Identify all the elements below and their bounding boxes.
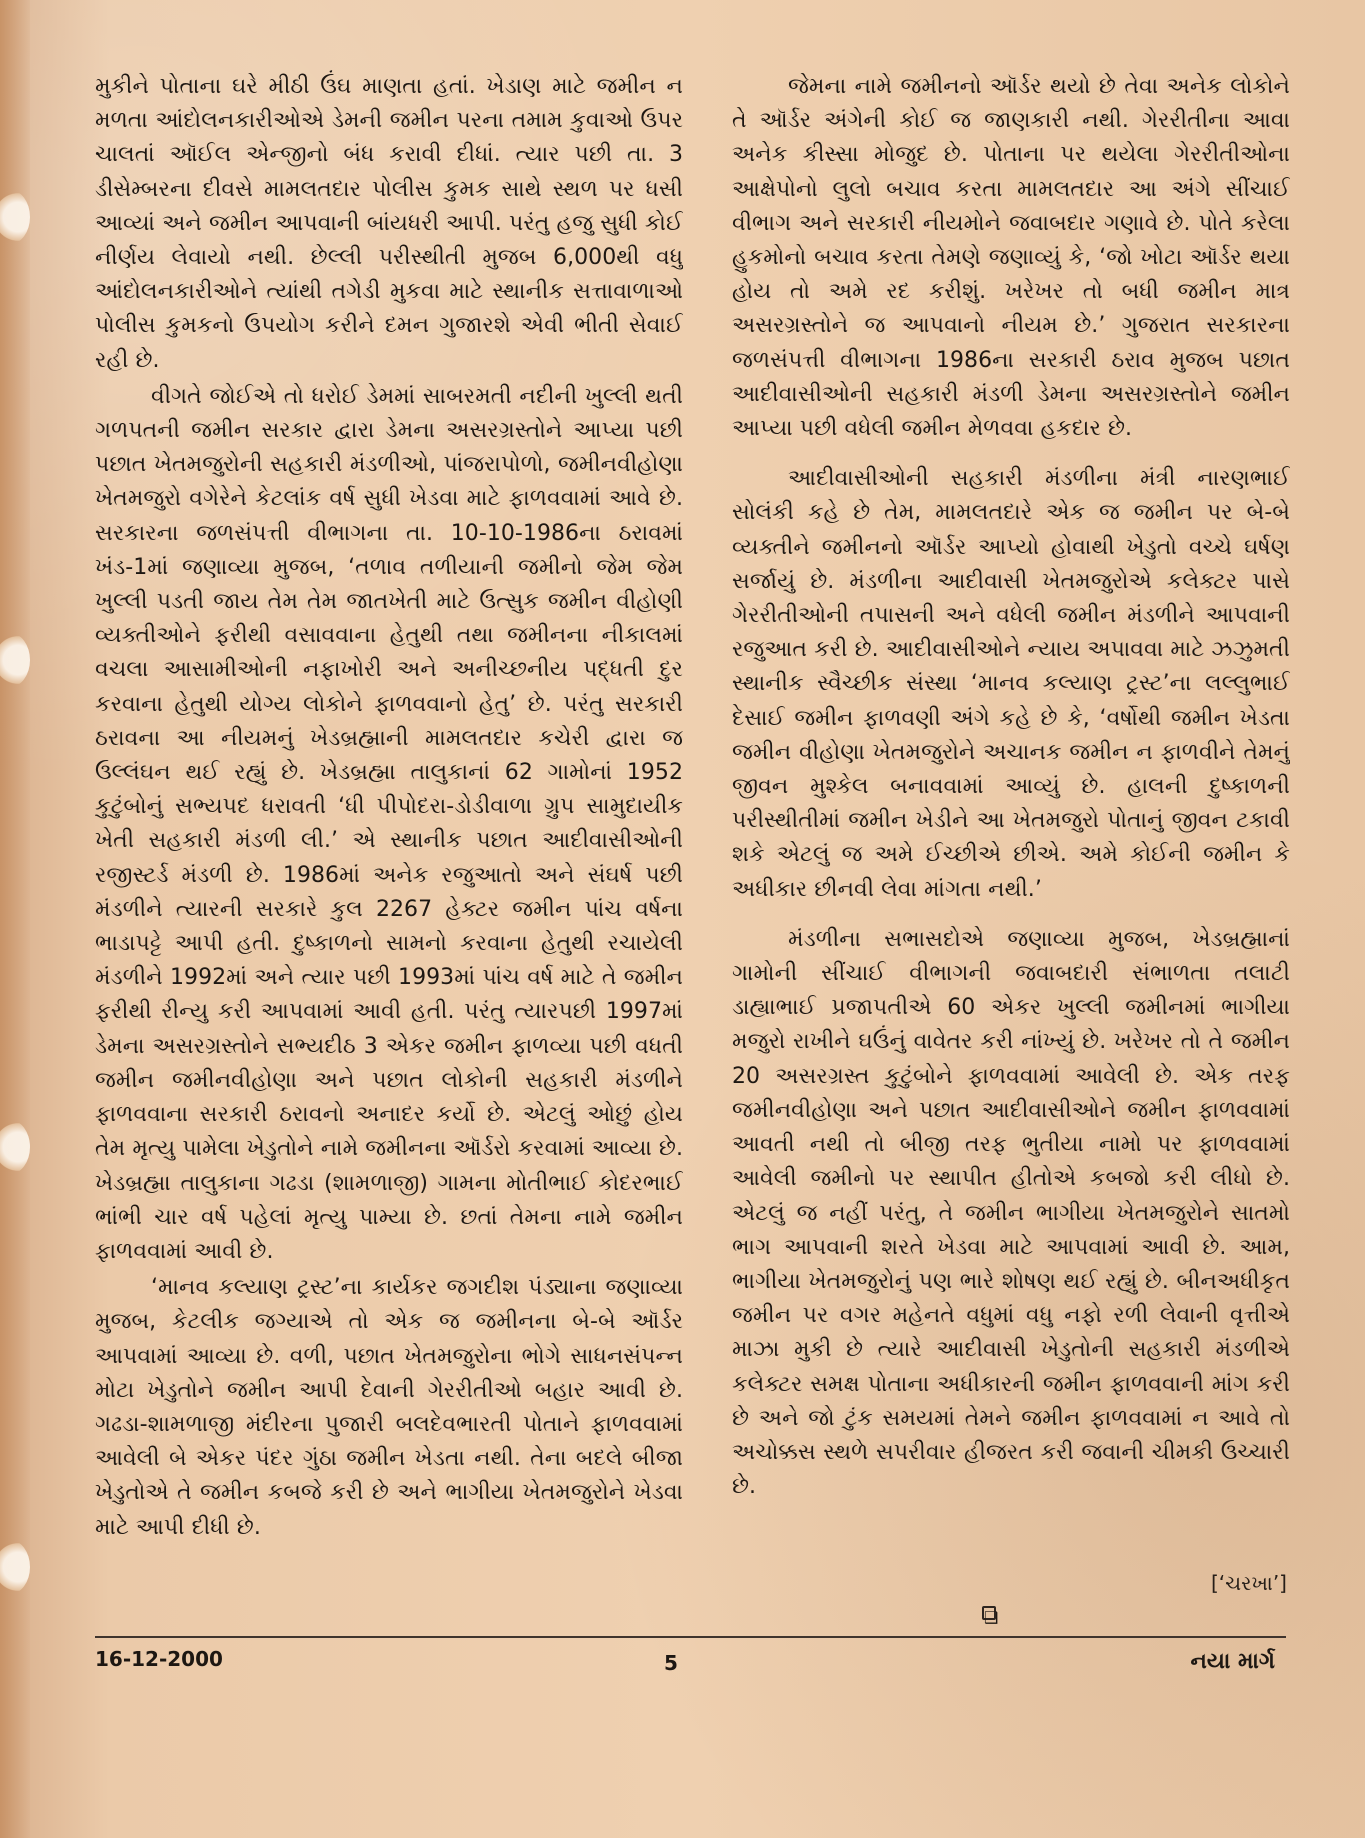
right-paragraph-3: મંડળીના સભાસદોએ જણાવ્યા મુજબ, ખેડબ્રહ્માનાં ગામોની સીંચાઈ વીભાગની જવાબદારી સંભાળતા તલાટી ડાહ્યાભાઈ પ્રજાપતીએ 60 એકર ખુલ્લી જમીનમાં ભાગીયા મજુરો રાખીને ઘઉંનું વાવેતર કરી નાંખ્યું છે. ખરેખર તો તે જમીન 20 અસરગ્રસ્ત કુટુંબોને ફાળવવામાં આવેલી છે. એક તરફ જમીનવીહોણા અને પછાત આદીવાસીઓને જમીન ફાળવવામાં આવતી નથી તો બીજી તરફ ભુતીયા નામો પર ફાળવવામાં આવેલી જમીનો પર સ્થાપીત હીતોએ કબજો કરી લીધો છે. એટલું જ નહીં પરંતુ, તે જમીન ભાગીયા ખેતમજુરોને સાતમો ભાગ આપવાની શરતે ખેડવા માટે આપવામાં આવી છે. આમ, ભાગીયા ખેતમજુરોનું પણ ભારે શોષણ થઈ રહ્યું છે. બીનઅધીકૃત જમીન પર વગર મહેનતે વધુમાં વધુ નફો રળી લેવાની વૃત્તીએ માઝા મુકી છે ત્યારે આદીવાસી ખેડુતોની સહકારી મંડળીએ કલેક્ટર સમક્ષ પોતાના અધીકારની જમીન ફાળવવાની માંગ કરી છે અને જો ટુંક સમયમાં તેમને જમીન ફાળવવામાં ન આવે તો અચોક્કસ સ્થળે સપરીવાર હીજરત કરી જવાની ચીમકી ઉચ્ચારી છે. xyxy=(732,926,1290,1500)
article-body xyxy=(95,70,1290,1615)
footer-date: 16-12-2000 xyxy=(95,1647,223,1671)
left-paragraph-3: ‘માનવ કલ્યાણ ટ્રસ્ટ’ના કાર્યકર જગદીશ પંડ્યાના જણાવ્યા મુજબ, કેટલીક જગ્યાએ તો એક જ જમીનના બે-બે ઑર્ડર આપવામાં આવ્યા છે. વળી, પછાત ખેતમજુરોના ભોગે સાધનસંપન્ન મોટા ખેડુતોને જમીન આપી દેવાની ગેરરીતીઓ બહાર આવી છે. ગઢડા-શામળાજી મંદીરના પુજારી બલદેવભારતી પોતાને ફાળવવામાં આવેલી બે એકર પંદર ગુંઠા જમીન ખેડતા નથી. તેના બદલે બીજા ખેડુતોએ તે જમીન કબજે કરી છે અને ભાગીયા ખેતમજુરોને ખેડવા માટે આપી દીધી છે. xyxy=(95,1275,683,1540)
page-number: 5 xyxy=(664,1651,678,1675)
source-credit: [‘ચરખા’] xyxy=(1210,1571,1287,1595)
right-column xyxy=(732,70,1290,1615)
article-end-marker: ❑ xyxy=(984,1608,999,1627)
right-paragraph-1: જેમના નામે જમીનનો ઑર્ડર થયો છે તેવા અનેક લોકોને તે ઑર્ડર અંગેની કોઈ જ જાણકારી નથી. ગેરરીતીના આવા અનેક કીસ્સા મોજુદ છે. પોતાના પર થયેલા ગેરરીતીઓના આક્ષેપોનો લુલો બચાવ કરતા મામલતદાર આ અંગે સીંચાઈ વીભાગ અને સરકારી નીયમોને જવાબદાર ગણાવે છે. પોતે કરેલા હુકમોનો બચાવ કરતા તેમણે જણાવ્યું કે, ‘જો ખોટા ઑર્ડર થયા હોય તો અમે રદ કરીશું. ખરેખર તો બધી જમીન માત્ર અસરગ્રસ્તોને જ આપવાનો નીયમ છે.’ ગુજરાત સરકારના જળસંપત્તી વીભાગના 1986ના સરકારી ઠરાવ મુજબ પછાત આદીવાસીઓની સહકારી મંડળી ડેમના અસરગ્રસ્તોને જમીન આપ્યા પછી વધેલી જમીન મેળવવા હકદાર છે. xyxy=(732,74,1290,442)
right-paragraph-2: આદીવાસીઓની સહકારી મંડળીના મંત્રી નારણભાઈ સોલંકી કહે છે તેમ, મામલતદારે એક જ જમીન પર બે-બે વ્યક્તીને જમીનનો ઑર્ડર આપ્યો હોવાથી ખેડુતો વચ્ચે ઘર્ષણ સર્જાયું છે. મંડળીના આદીવાસી ખેતમજુરોએ કલેક્ટર પાસે ગેરરીતીઓની તપાસની અને વધેલી જમીન મંડળીને આપવાની રજુઆત કરી છે. આદીવાસીઓને ન્યાય અપાવવા માટે ઝઝુમતી સ્થાનીક સ્વૈચ્છીક સંસ્થા ‘માનવ કલ્યાણ ટ્રસ્ટ’ના લલ્લુભાઈ દેસાઈ જમીન ફાળવણી અંગે કહે છે કે, ‘વર્ષોથી જમીન ખેડતા જમીન વીહોણા ખેતમજુરોને અચાનક જમીન ન ફાળવીને તેમનું જીવન મુશ્કેલ બનાવવામાં આવ્યું છે. હાલની દુષ્કાળની પરીસ્થીતીમાં જમીન ખેડીને આ ખેતમજુરો પોતાનું જીવન ટકાવી શકે એટલું જ અમે ઈચ્છીએ છીએ. અમે કોઈની જમીન કે અધીકાર છીનવી લેવા માંગતા નથી.’ xyxy=(732,466,1290,902)
left-column xyxy=(95,70,683,1615)
left-paragraph-1: મુકીને પોતાના ઘરે મીઠી ઉંઘ માણતા હતાં. ખેડાણ માટે જમીન ન મળતા આંદોલનકારીઓએ ડેમની જમીન પરના તમામ કુવાઓ ઉપર ચાલતાં ઑઈલ એન્જીનો બંધ કરાવી દીધાં. ત્યાર પછી તા. 3 ડીસેમ્બરના દીવસે મામલતદાર પોલીસ કુમક સાથે સ્થળ પર ધસી આવ્યાં અને જમીન આપવાની બાંયધરી આપી. પરંતુ હજુ સુધી કોઈ નીર્ણય લેવાયો નથી. છેલ્લી પરીસ્થીતી મુજબ 6,000થી વધુ આંદોલનકારીઓને ત્યાંથી તગેડી મુકવા માટે સ્થાનીક સત્તાવાળાઓ પોલીસ કુમકનો ઉપયોગ કરીને દમન ગુજારશે એવી ભીતી સેવાઈ રહી છે. xyxy=(95,74,683,373)
footer-divider xyxy=(95,1636,1286,1638)
left-paragraph-2: વીગતે જોઈએ તો ધરોઈ ડેમમાં સાબરમતી નદીની ખુલ્લી થતી ગળપતની જમીન સરકાર દ્વારા ડેમના અસરગ્રસ્તોને આપ્યા પછી પછાત ખેતમજુરોની સહકારી મંડળીઓ, પાંજરાપોળો, જમીનવીહોણા ખેતમજુરો વગેરેને કેટલાંક વર્ષ સુધી ખેડવા માટે ફાળવવામાં આવે છે. સરકારના જળસંપત્તી વીભાગના તા. 10-10-1986ના ઠરાવમાં ખંડ-1માં જણાવ્યા મુજબ, ‘તળાવ તળીયાની જમીનો જેમ જેમ ખુલ્લી પડતી જાય તેમ તેમ જાતખેતી માટે ઉત્સુક જમીન વીહોણી વ્યક્તીઓને ફરીથી વસાવવાના હેતુથી તથા જમીનના નીકાલમાં વચલા આસામીઓની નફાખોરી અને અનીચ્છનીય પદ્ધતી દુર કરવાના હેતુથી યોગ્ય લોકોને ફાળવવાનો હેતુ’ છે. પરંતુ સરકારી ઠરાવના આ નીયમનું ખેડબ્રહ્માની મામલતદાર કચેરી દ્વારા જ ઉલ્લંઘન થઈ રહ્યું છે. ખેડબ્રહ્મા તાલુકાનાં 62 ગામોનાં 1952 કુટુંબોનું સભ્યપદ ધરાવતી ‘ધી પીપોદરા-ડોડીવાળા ગ્રુપ સામુદાયીક ખેતી સહકારી મંડળી લી.’ એ સ્થાનીક પછાત આદીવાસીઓની રજીસ્ટર્ડ મંડળી છે. 1986માં અનેક રજુઆતો અને સંઘર્ષ પછી મંડળીને ત્યારની સરકારે કુલ 2267 હેક્ટર જમીન પાંચ વર્ષના ભાડાપટ્ટે આપી હતી. દુષ્કાળનો સામનો કરવાના હેતુથી રચાયેલી મંડળીને 1992માં અને ત્યાર પછી 1993માં પાંચ વર્ષ માટે તે જમીન ફરીથી રીન્યુ કરી આપવામાં આવી હતી. પરંતુ ત્યારપછી 1997માં ડેમના અસરગ્રસ્તોને સભ્યદીઠ 3 એકર જમીન ફાળવ્યા પછી વધતી જમીન જમીનવીહોણા અને પછાત લોકોની સહકારી મંડળીને ફાળવવાના સરકારી ઠરાવનો અનાદર કર્યો છે. એટલું ઓછું હોય તેમ મૃત્યુ પામેલા ખેડુતોને નામે જમીનના ઑર્ડરો કરવામાં આવ્યા છે. ખેડબ્રહ્મા તાલુકાના ગઢડા (શામળાજી) ગામના મોતીભાઈ કોદરભાઈ ભાંભી ચાર વર્ષ પહેલાં મૃત્યુ પામ્યા છે. છતાં તેમના નામે જમીન ફાળવવામાં આવી છે. xyxy=(95,383,683,1264)
publication-title: નયા માર્ગ xyxy=(1190,1649,1275,1674)
